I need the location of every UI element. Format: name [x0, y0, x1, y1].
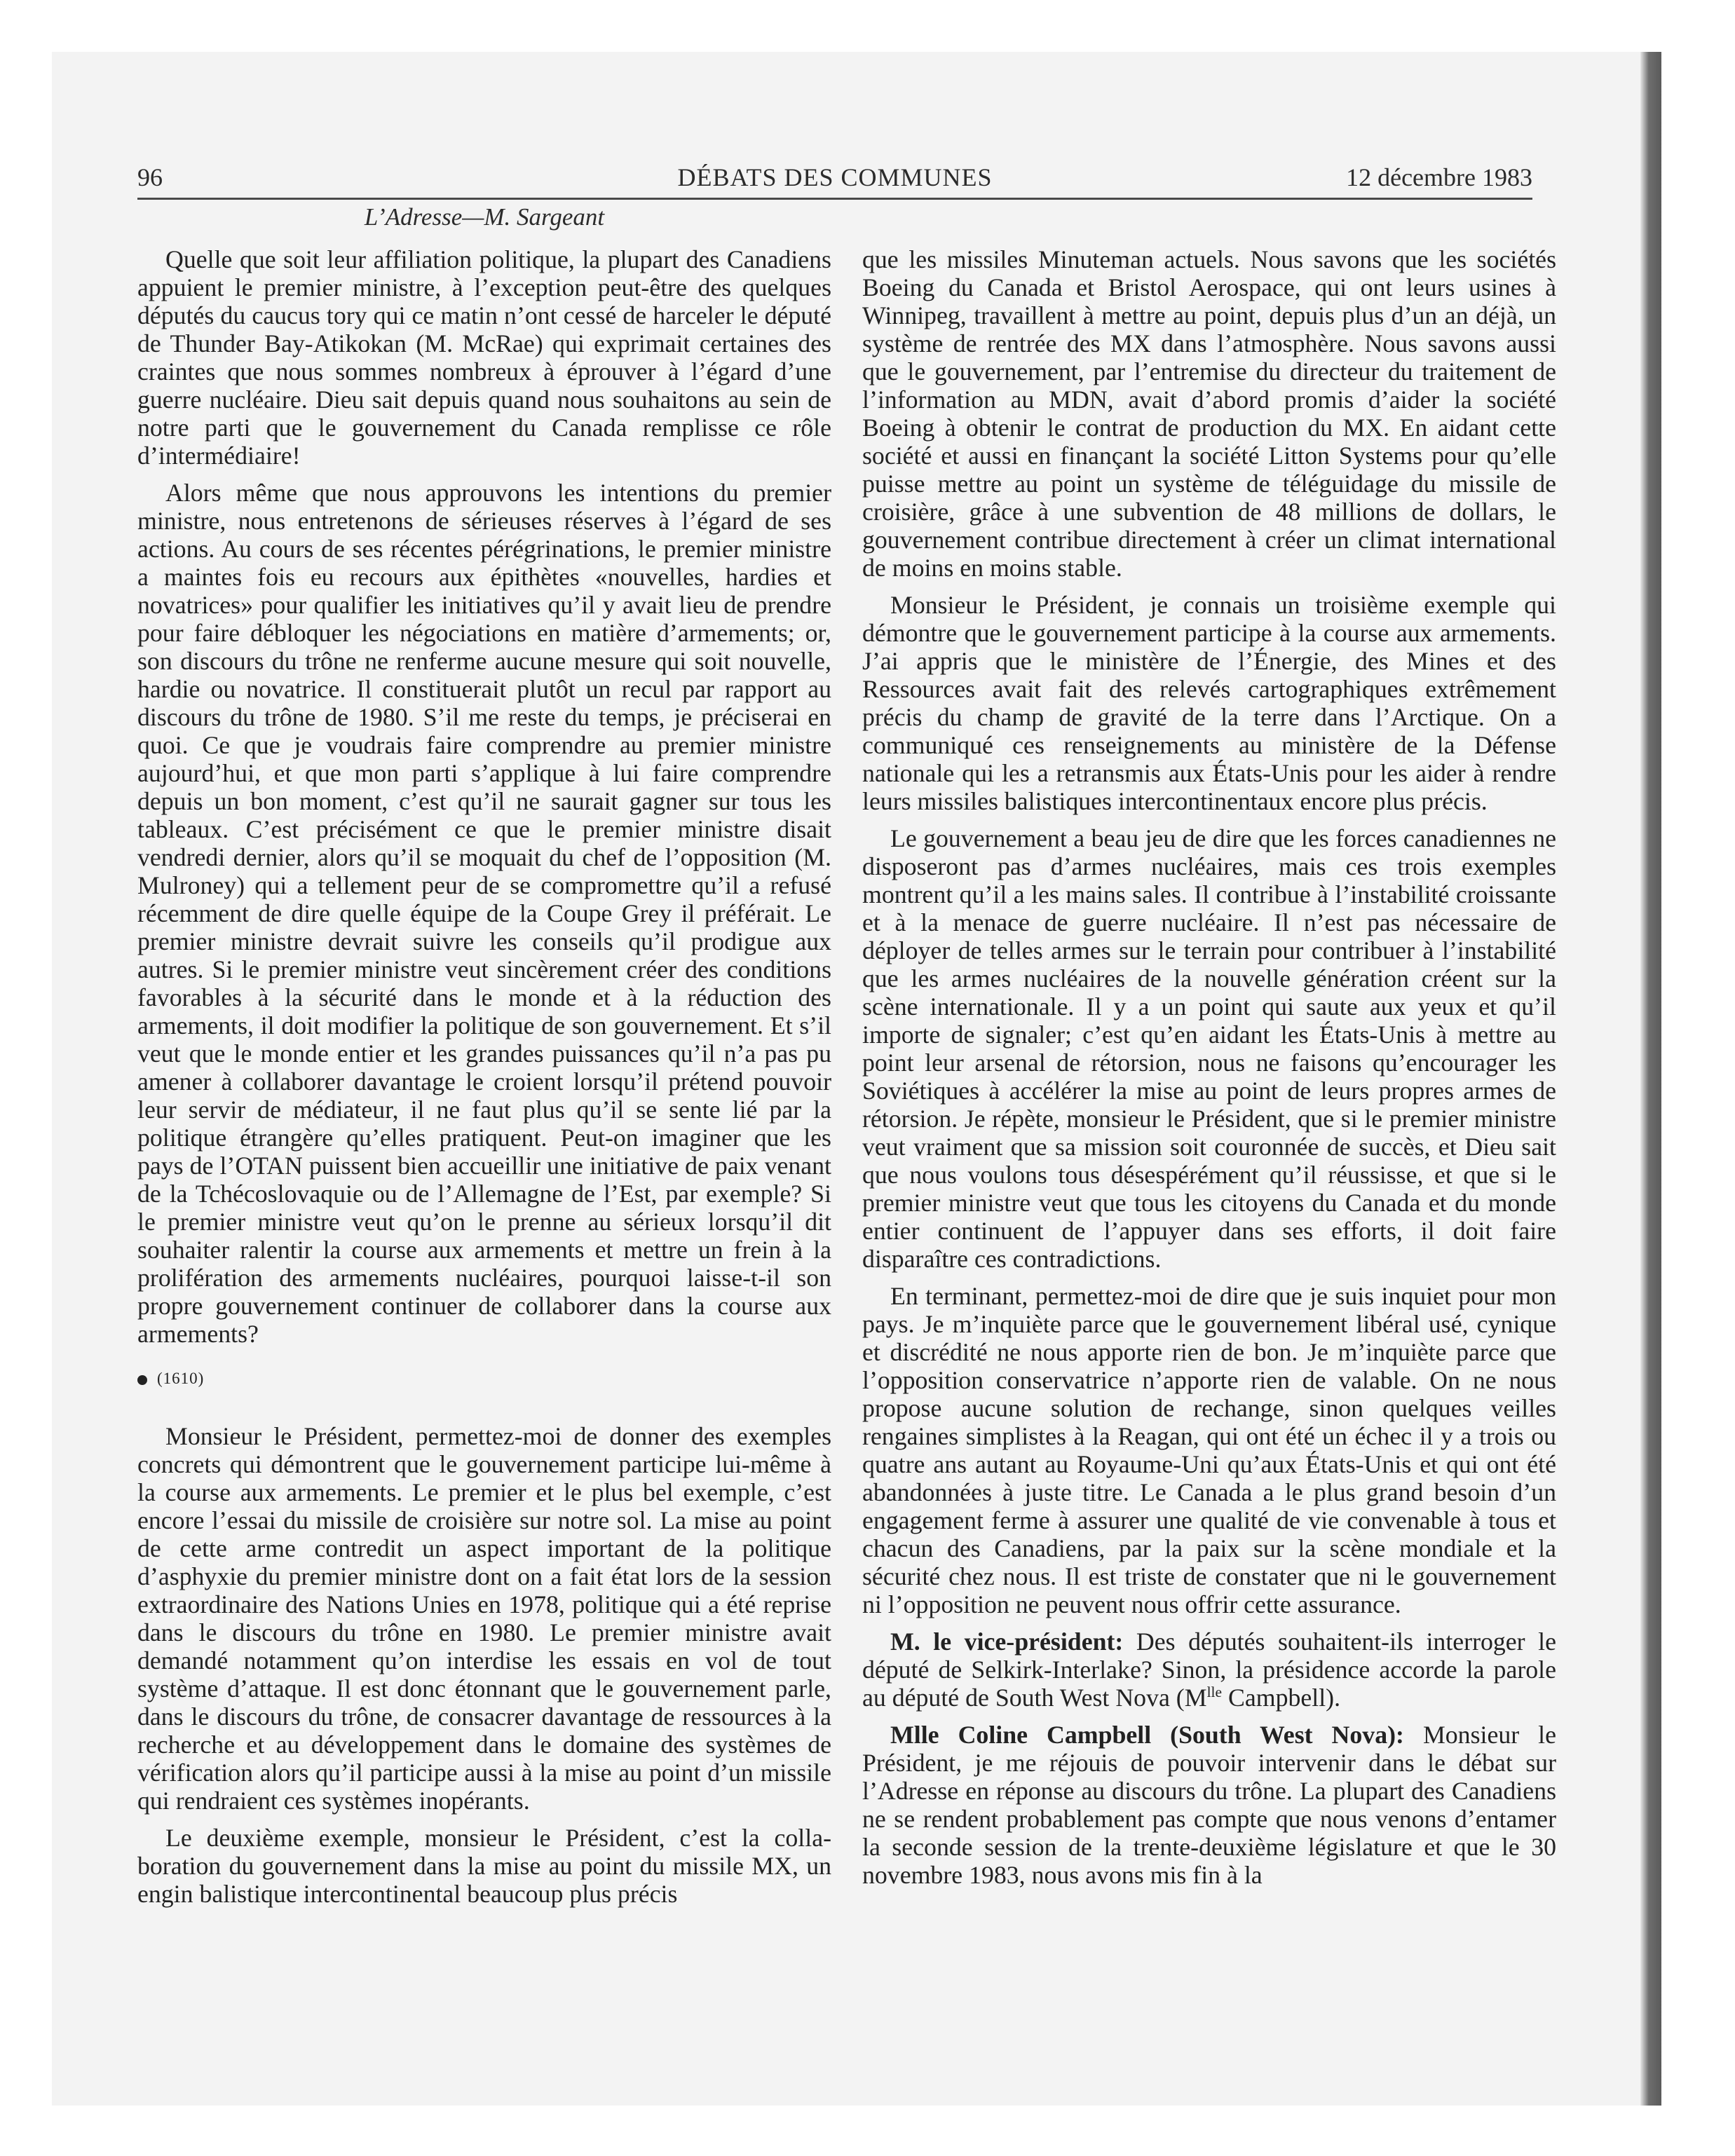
page-number: 96 — [137, 163, 163, 191]
speaker-text: Des députés souhaitent-ils interroger le député de Selkirk-Interlake? Sinon, la présidence accorde la parole au député de South West Nova (M — [862, 1628, 1556, 1712]
paragraph: que les missiles Minuteman actuels. Nous savons que les sociétés Boeing du Canada et Bristol Aerospace, qui ont leurs usines à Winnipeg, travaillent à mettre au point, depuis plus d’un an déjà, un système de rentrée des MX dans l’atmosphère. Nous savons aussi que le gouvernement, par l’entremise du directeur du traitement de l’information au MDN, avait d’abord promis d’aider la société Boeing à obtenir le contrat de production du MX. En aidant cette société et aussi en finançant la société Litton Systems pour qu’elle puisse mettre au point un système de téléguidage du missile de croisière, grâce à une subvention de 48 millions de dollars, le gouvernement contribue directement à créer un climat international de moins en moins stable. — [862, 245, 1556, 582]
bullet-icon — [137, 1375, 147, 1385]
page-date: 12 décembre 1983 — [1346, 163, 1532, 191]
left-column — [137, 245, 831, 1917]
speaker-paragraph — [862, 1721, 1556, 1889]
honorific-superscript: lle — [1206, 1684, 1223, 1701]
paragraph: Le gouvernement a beau jeu de dire que les forces canadiennes ne disposeront pas d’armes nucléaires, mais ces trois exemples montrent qu’il a les mains sales. Il contribue à l’instabilité croissante et à la menace de guerre nucléaire. Il n’est pas nécessaire de déployer de telles armes sur le terrain pour contribuer à l’instabilité que les armes nucléaires de la nouvelle génération créent sur la scène internationale. Il y a un point qui saute aux yeux et qu’il importe de signaler; c’est qu’en aidant les États-Unis à mettre au point leur arsenal de rétorsion, nous ne faisons qu’encourager les Soviétiques à accélérer la mise au point de leurs propres armes de rétorsion. Je répète, monsieur le Président, que si le premier ministre veut vraiment que sa mission soit couronnée de succès, et Dieu sait que nous voulons tous désespérément qu’il réussisse, et que si le premier ministre veut que tous les citoyens du Canada et du monde entier continuent de l’appuyer dans ses efforts, il doit faire disparaître ces contradictions. — [862, 824, 1556, 1273]
paragraph: Monsieur le Président, permettez-moi de donner des exemples concrets qui démontrent que le gouvernement participe lui-même à la course aux armements. Le premier et le plus bel exemple, c’est encore l’essai du missile de croisière sur notre sol. La mise au point de cette arme contredit un aspect important de la politique d’asphyxie du premier ministre dont on a fait état lors de la session extraordinaire des Nations Unies en 1978, politique qui a été reprise dans le discours du trône en 1980. Le premier ministre avait demandé notamment qu’on interdise les essais en vol de tout système d’attaque. Il est donc étonnant que le gouvernement parle, dans le discours du trône, de consacrer davantage de ressources à la recherche et au développement dans le domaine des systèmes de vérification alors qu’il participe aussi à la mise au point d’un missile qui rendraient ces systèmes inopérants. — [137, 1422, 831, 1815]
speaker-name: Mlle Coline Campbell (South West Nova): — [890, 1721, 1404, 1749]
page-header — [137, 156, 1532, 200]
paragraph: Le deuxième exemple, monsieur le Président, c’est la collaboration du gouvernement dans la mise au point du missile MX, un engin balistique intercontinental beaucoup plus précis — [137, 1824, 831, 1908]
time-marker — [137, 1369, 831, 1389]
speaker-text: Campbell). — [1222, 1684, 1341, 1712]
paragraph: Monsieur le Président, je connais un troisième exemple qui démontre que le gouvernement participe à la course aux armements. J’ai appris que le ministère de l’Énergie, des Mines et des Ressources avait fait des relevés cartographiques extrêmement précis du champ de gravité de la terre dans l’Arctique. On a communiqué ces renseignements au ministère de la Défense nationale qui les a retransmis aux États-Unis pour les aider à rendre leurs missiles balistiques intercontinentaux encore plus précis. — [862, 591, 1556, 815]
right-column — [862, 245, 1556, 1898]
speaker-name: M. le vice-président: — [890, 1628, 1124, 1656]
page-edge-shadow — [1640, 52, 1661, 2106]
paragraph: En terminant, permettez-moi de dire que je suis inquiet pour mon pays. Je m’inquiète parce que le gouvernement libéral usé, cynique et discrédité ne nous apporte rien de bon. Je m’inquiète parce que l’opposition conservatrice n’apporte rien de valable. On ne nous propose aucune solution de rechange, sinon quelques veilles rengaines simplistes à la Reagan, qui ont été un échec il y a trois ou quatre ans autant au Royaume-Uni qu’aux États-Unis et qui ont été abandonnées à juste titre. Le Canada a le plus grand besoin d’un engagement ferme à assurer une qualité de vie convenable à tous et chacun des Canadiens, par la paix sur la scène mondiale et la sécurité chez nous. Il est triste de constater que ni le gouvernement ni l’opposition ne peuvent nous offrir cette assurance. — [862, 1282, 1556, 1618]
time-marker-label: (1610) — [157, 1370, 205, 1387]
paragraph: Quelle que soit leur affiliation politique, la plupart des Canadiens appuient le premier ministre, à l’exception peut-être des quelques députés du caucus tory qui ce matin n’ont cessé de harceler le député de Thunder Bay-Atikokan (M. McRae) qui exprimait certaines des craintes que nous sommes nombreux à éprouver à l’égard d’une guerre nucléaire. Dieu sait depuis quand nous souhaitons au sein de notre parti que le gouvernement du Canada remplisse ce rôle d’intermédiaire! — [137, 245, 831, 470]
speaker-text: Monsieur le Président, je me réjouis de pouvoir intervenir dans le débat sur l’Adresse en réponse au discours du trône. La plupart des Canadiens ne se rendent probablement pas compte que nous venons d’entamer la seconde session de la trente-deuxième législature et que le 30 novembre 1983, nous avons mis fin à la — [862, 1721, 1556, 1889]
publication-title: DÉBATS DES COMMUNES — [677, 163, 993, 191]
speaker-paragraph — [862, 1628, 1556, 1712]
running-subheading: L’Adresse—M. Sargeant — [364, 203, 605, 231]
paragraph: Alors même que nous approuvons les intentions du premier ministre, nous entretenons de sérieuses réserves à l’égard de ses actions. Au cours de ses récentes pérégrinations, le premier ministre a maintes fois eu recours aux épithètes «nouvelles, hardies et novatrices» pour qualifier les initiatives qu’il y avait lieu de prendre pour faire débloquer les négociations en matière d’armements; or, son discours du trône ne renferme aucune mesure qui soit nouvelle, hardie ou novatrice. Il constituerait plutôt un recul par rapport au discours du trône de 1980. S’il me reste du temps, je préciserai en quoi. Ce que je voudrais faire comprendre au premier ministre aujourd’hui, et que mon parti s’applique à lui faire comprendre depuis un bon moment, c’est qu’il ne saurait gagner sur tous les tableaux. C’est précisément ce que le premier ministre disait vendredi dernier, alors qu’il se moquait du chef de l’opposition (M. Mulroney) qui a tellement peur de se compromettre qu’il a refusé récemment de dire quelle équipe de la Coupe Grey il préférait. Le premier ministre devrait suivre les conseils qu’il prodigue aux autres. Si le premier ministre veut sincèrement créer des conditions favorables à la sécurité dans le monde et à la réduction des armements, il doit modifier la politique de son gouvernement. Et s’il veut que le monde entier et les grandes puissances qu’il n’a pas pu amener à collaborer davantage le croient lorsqu’il prétend pouvoir leur servir de médiateur, il ne faut plus qu’il se sente lié par la politique étrangère qu’elles pratiquent. Peut-on imaginer que les pays de l’OTAN puissent bien accueillir une initiative de paix venant de la Tchécoslovaquie ou de l’Allemagne de l’Est, par exemple? Si le premier ministre veut qu’on le prenne au sérieux lorsqu’il dit souhaiter ralentir la course aux armements et mettre un frein à la prolifération des armements nucléaires, pourquoi laisse-t-il son propre gouvernement continuer de collaborer dans la course aux armements? — [137, 479, 831, 1348]
